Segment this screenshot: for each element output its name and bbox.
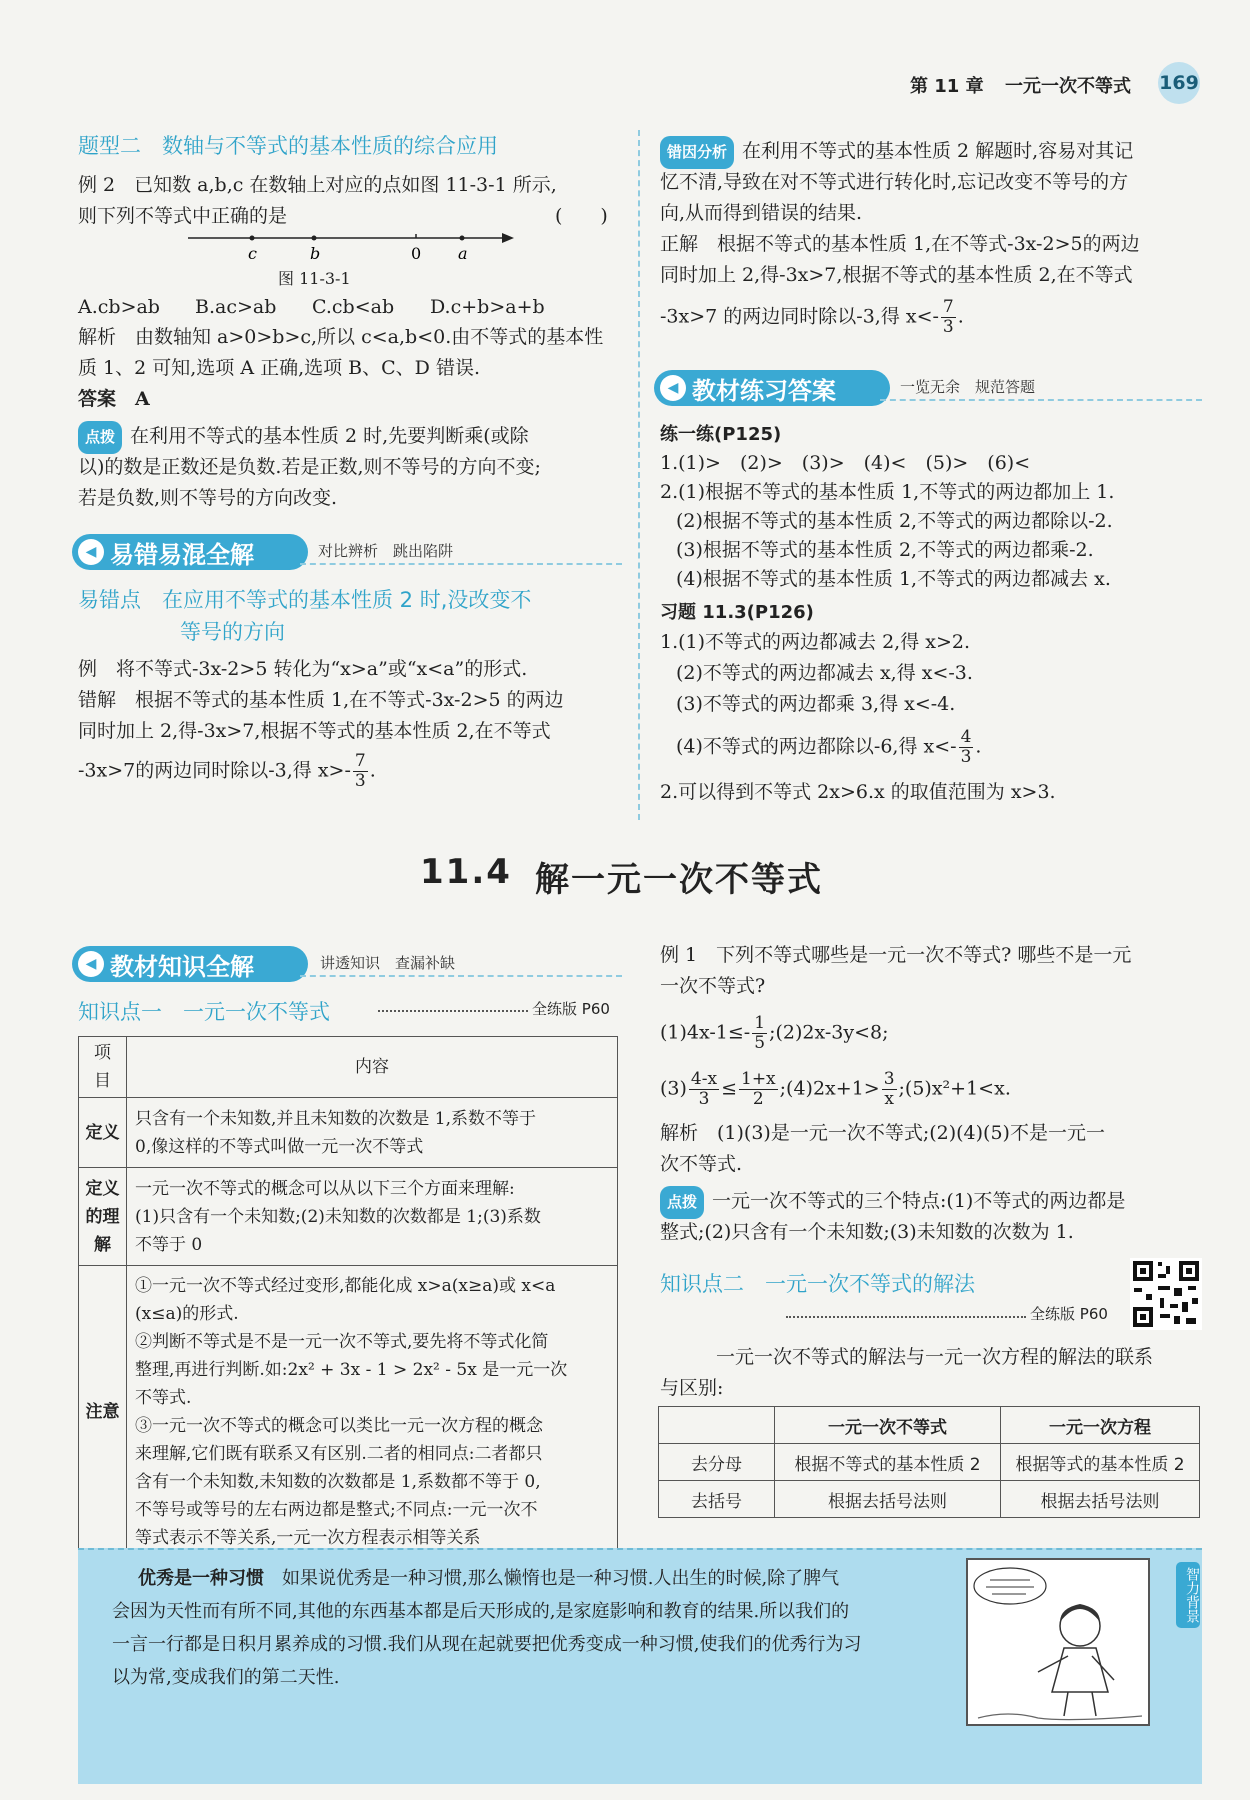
answers-banner-sub: 一览无余 规范答题 bbox=[900, 378, 1036, 396]
exercise-1-4: (4)不等式的两边都除以-6,得 x<- $\frac{4}{3}$ . bbox=[676, 727, 982, 767]
wrong-solution-text3: -3x>7的两边同时除以-3,得 x>- bbox=[78, 759, 351, 782]
label-b: b bbox=[310, 244, 321, 263]
fraction bbox=[353, 752, 368, 791]
analysis-line2: 质 1、2 可知,选项 A 正确,选项 B、C、D 错误. bbox=[78, 357, 480, 379]
cause-line2: 忆不清,导致在对不等式进行转化时,忘记改变不等号的方 bbox=[660, 171, 1129, 193]
knowledge-banner-title: 教材知识全解 bbox=[110, 952, 254, 981]
denominator: 3 bbox=[698, 1089, 710, 1109]
example1-line1: 例 1 下列不等式哪些是一元一次不等式? 哪些不是一元 bbox=[660, 944, 1132, 966]
correct-line2: 同时加上 2,得-3x>7,根据不等式的基本性质 2,在不等式 bbox=[660, 264, 1133, 286]
tip-line3: 若是负数,则不等号的方向改变. bbox=[78, 487, 338, 509]
point2-leader bbox=[786, 1316, 1026, 1318]
cause-text1: 在利用不等式的基本性质 2 解题时,容易对其记 bbox=[742, 140, 1134, 162]
wrong-solution-line3: -3x>7的两边同时除以-3,得 x>- $\frac{7}{3}$ . bbox=[78, 751, 376, 791]
knowledge-banner-sub: 讲透知识 查漏补缺 bbox=[320, 954, 456, 972]
practice-2-4: (4)根据不等式的基本性质 1,不等式的两边都减去 x. bbox=[676, 568, 1111, 590]
numerator: 4-x bbox=[690, 1069, 718, 1089]
practice-2-1: 2.(1)根据不等式的基本性质 1,不等式的两边都加上 1. bbox=[660, 481, 1115, 503]
q5-text: ;(5)x²+1<x. bbox=[898, 1077, 1011, 1100]
q1-text: (1)4x-1≤- bbox=[660, 1021, 751, 1044]
fraction bbox=[882, 1070, 897, 1109]
cause-line1 bbox=[660, 136, 1133, 169]
mistakes-banner bbox=[72, 534, 308, 570]
point-c bbox=[250, 236, 255, 241]
table-row bbox=[79, 1266, 618, 1559]
tip-line2: 以)的数是正数还是负数.若是正数,则不等号的方向不变; bbox=[78, 456, 541, 478]
mistakes-divider bbox=[300, 563, 622, 565]
qr-code-icon bbox=[1130, 1258, 1202, 1330]
q4-text: ;(4)2x+1> bbox=[779, 1077, 880, 1100]
numerator: 1 bbox=[754, 1013, 766, 1033]
row-line: 不等号或等号的左右两边都是整式;不同点:一元一次不 bbox=[135, 1500, 538, 1520]
tip-text1: 在利用不等式的基本性质 2 时,先要判断乘(或除 bbox=[130, 425, 529, 447]
point2-intro2: 与区别: bbox=[660, 1377, 724, 1399]
row-content bbox=[127, 1266, 618, 1559]
point1-ref: 全练版 P60 bbox=[532, 1000, 610, 1018]
type2-title: 题型二 数轴与不等式的基本性质的综合应用 bbox=[78, 134, 498, 158]
speaker-icon: ◀ bbox=[660, 375, 686, 401]
option-a: A.cb>ab bbox=[78, 296, 160, 318]
row-line: 整理,再进行判断.如:2x² + 3x - 1 > 2x² - 5x 是一元一次 bbox=[135, 1360, 568, 1380]
point2-intro1: 一元一次不等式的解法与一元一次方程的解法的联系 bbox=[716, 1346, 1154, 1368]
compare-cell: 根据去括号法则 bbox=[1001, 1481, 1200, 1518]
column-divider bbox=[638, 130, 640, 820]
option-b: B.ac>ab bbox=[195, 296, 277, 318]
row-content bbox=[127, 1098, 618, 1168]
row-line: 不等式. bbox=[135, 1388, 192, 1408]
fraction bbox=[752, 1014, 767, 1053]
fraction bbox=[689, 1070, 719, 1109]
mistake-example: 例 将不等式-3x-2>5 转化为“x>a”或“x<a”的形式. bbox=[78, 658, 528, 680]
mistakes-banner-title: 易错易混全解 bbox=[110, 540, 254, 569]
header-content: 内容 bbox=[127, 1037, 618, 1098]
section-number: 11.4 bbox=[420, 852, 512, 892]
background-text1: 如果说优秀是一种习惯,那么懒惰也是一种习惯.人出生的时候,除了脾气 bbox=[282, 1568, 840, 1589]
label-c: c bbox=[248, 244, 257, 263]
row-line: 一元一次不等式的概念可以从以下三个方面来理解: bbox=[135, 1178, 515, 1199]
table-row bbox=[79, 1168, 618, 1266]
exercise-1-1: 1.(1)不等式的两边都减去 2,得 x>2. bbox=[660, 631, 971, 653]
mistakes-banner-sub: 对比辨析 跳出陷阱 bbox=[318, 542, 454, 560]
background-text bbox=[112, 1562, 952, 1694]
answer-line: 答案 A bbox=[78, 388, 150, 410]
background-title: 优秀是一种习惯 bbox=[138, 1568, 264, 1589]
exercise-1-4-text: (4)不等式的两边都除以-6,得 x<- bbox=[676, 735, 957, 758]
practice-title: 练一练(P125) bbox=[660, 424, 782, 445]
example1-analysis1: 解析 (1)(3)是一元一次不等式;(2)(4)(5)不是一元一 bbox=[660, 1122, 1105, 1144]
point2-title: 知识点二 一元一次不等式的解法 bbox=[660, 1272, 975, 1296]
q3-le: ≤ bbox=[721, 1077, 737, 1100]
row-line: 含有一个未知数,未知数的次数都是 1,系数都不等于 0, bbox=[135, 1472, 541, 1492]
answers-banner bbox=[654, 370, 890, 406]
table-header-row bbox=[79, 1037, 618, 1098]
row-line: 等式表示不等关系,一元一次方程表示相等关系 bbox=[135, 1528, 481, 1548]
compare-head-inequality: 一元一次不等式 bbox=[775, 1407, 1001, 1444]
correct-line1: 正解 根据不等式的基本性质 1,在不等式-3x-2>5的两边 bbox=[660, 233, 1140, 255]
example1-tip2: 整式;(2)只含有一个未知数;(3)未知数的次数为 1. bbox=[660, 1221, 1074, 1243]
example2-paren: ( ) bbox=[555, 205, 608, 227]
example2-line1: 例 2 已知数 a,b,c 在数轴上对应的点如图 11-3-1 所示, bbox=[78, 174, 557, 196]
compare-cell: 根据等式的基本性质 2 bbox=[1001, 1444, 1200, 1481]
chapter-label: 第 11 章 bbox=[910, 76, 984, 97]
row-head: 注意 bbox=[79, 1266, 127, 1559]
analysis-line1: 解析 由数轴知 a>0>b>c,所以 c<a,b<0.由不等式的基本性 bbox=[78, 326, 604, 348]
knowledge-table bbox=[78, 1036, 618, 1559]
point2-ref: 全练版 P60 bbox=[1030, 1305, 1108, 1323]
page-number: 169 bbox=[1158, 62, 1200, 104]
answers-banner-title: 教材练习答案 bbox=[692, 376, 836, 405]
numerator: 3 bbox=[883, 1069, 895, 1089]
side-tag: 智力背景 bbox=[1176, 1562, 1200, 1628]
numerator: 1+x bbox=[741, 1069, 776, 1089]
numerator: 7 bbox=[942, 297, 954, 317]
numerator: 4 bbox=[960, 727, 972, 747]
option-d: D.c+b>a+b bbox=[430, 296, 545, 318]
compare-table bbox=[658, 1406, 1200, 1518]
option-c: C.cb<ab bbox=[312, 296, 395, 318]
compare-header-row bbox=[659, 1407, 1200, 1444]
practice-1: 1.(1)> (2)> (3)> (4)< (5)> (6)< bbox=[660, 452, 1031, 474]
example1-tip1 bbox=[660, 1186, 1125, 1219]
row-line: (1)只含有一个未知数;(2)未知数的次数都是 1;(3)系数 bbox=[135, 1206, 541, 1227]
example1-line2: 一次不等式? bbox=[660, 975, 766, 997]
cartoon-girl-illustration bbox=[966, 1558, 1150, 1726]
cause-tag: 错因分析 bbox=[660, 136, 734, 169]
exercise-title: 习题 11.3(P126) bbox=[660, 602, 814, 623]
table-row bbox=[79, 1098, 618, 1168]
numerator: 7 bbox=[354, 751, 366, 771]
row-line: ③一元一次不等式的概念可以类比一元一次方程的概念 bbox=[135, 1416, 543, 1436]
fraction bbox=[959, 728, 974, 767]
speaker-icon: ◀ bbox=[78, 539, 104, 565]
point-a bbox=[460, 236, 465, 241]
mistake-point-title1: 易错点 在应用不等式的基本性质 2 时,没改变不 bbox=[78, 588, 532, 612]
speaker-icon: ◀ bbox=[78, 951, 104, 977]
row-line: ②判断不等式是不是一元一次不等式,要先将不等式化简 bbox=[135, 1332, 549, 1352]
row-line: 0,像这样的不等式叫做一元一次不等式 bbox=[135, 1136, 424, 1157]
row-line: 只含有一个未知数,并且未知数的次数是 1,系数不等于 bbox=[135, 1108, 537, 1129]
example2-line2: 则下列不等式中正确的是 bbox=[78, 205, 288, 227]
correct-line3: -3x>7 的两边同时除以-3,得 x<- $\frac{7}{3}$ . bbox=[660, 297, 964, 337]
tip-line1 bbox=[78, 421, 529, 454]
table-row bbox=[659, 1481, 1200, 1518]
q1-rest: ;(2)2x-3y<8; bbox=[769, 1021, 889, 1044]
figure-caption: 图 11-3-1 bbox=[278, 269, 351, 288]
knowledge-divider bbox=[300, 975, 622, 977]
fraction bbox=[941, 298, 956, 337]
exercise-2: 2.可以得到不等式 2x>6.x 的取值范围为 x>3. bbox=[660, 781, 1056, 803]
compare-cell: 去分母 bbox=[659, 1444, 775, 1481]
practice-2-2: (2)根据不等式的基本性质 2,不等式的两边都除以-2. bbox=[676, 510, 1113, 532]
row-line: 不等于 0 bbox=[135, 1234, 203, 1255]
compare-cell: 去括号 bbox=[659, 1481, 775, 1518]
point1-leader bbox=[378, 1010, 528, 1012]
section-title: 解一元一次不等式 bbox=[535, 860, 823, 900]
point-b bbox=[312, 236, 317, 241]
denominator: 2 bbox=[752, 1089, 764, 1109]
fraction bbox=[739, 1070, 778, 1109]
cause-line3: 向,从而得到错误的结果. bbox=[660, 202, 863, 224]
background-line4: 以为常,变成我们的第二天性. bbox=[112, 1667, 340, 1688]
q3-text: (3) bbox=[660, 1077, 687, 1100]
compare-head-equation: 一元一次方程 bbox=[1001, 1407, 1200, 1444]
mistake-point-title2: 等号的方向 bbox=[180, 620, 285, 644]
example1-analysis2: 次不等式. bbox=[660, 1153, 743, 1175]
number-line-figure bbox=[180, 226, 520, 266]
row-content bbox=[127, 1168, 618, 1266]
background-line2: 会因为天性而有所不同,其他的东西基本都是后天形成的,是家庭影响和教育的结果.所以我们的 bbox=[112, 1601, 850, 1622]
compare-cell: 根据不等式的基本性质 2 bbox=[775, 1444, 1001, 1481]
tip-tag: 点拨 bbox=[660, 1186, 704, 1219]
exercise-1-2: (2)不等式的两边都减去 x,得 x<-3. bbox=[676, 662, 973, 684]
practice-2-3: (3)根据不等式的基本性质 2,不等式的两边都乘-2. bbox=[676, 539, 1094, 561]
background-line3: 一言一行都是日积月累养成的习惯.我们从现在起就要把优秀变成一种习惯,使我们的优秀行为习 bbox=[112, 1634, 862, 1655]
denominator: 3 bbox=[942, 317, 954, 337]
example1-q3 bbox=[660, 1070, 1011, 1109]
denominator: 5 bbox=[754, 1033, 766, 1053]
row-head: 定义的理解 bbox=[79, 1168, 127, 1266]
tip-tag: 点拨 bbox=[78, 421, 122, 454]
correct-text3: -3x>7 的两边同时除以-3,得 x<- bbox=[660, 305, 939, 328]
number-line-arrow-icon bbox=[502, 233, 514, 243]
point1-title: 知识点一 一元一次不等式 bbox=[78, 1000, 330, 1024]
row-head: 定义 bbox=[79, 1098, 127, 1168]
label-zero: 0 bbox=[411, 244, 422, 263]
background-line1 bbox=[112, 1562, 952, 1595]
compare-corner bbox=[659, 1407, 775, 1444]
exercise-1-3: (3)不等式的两边都乘 3,得 x<-4. bbox=[676, 693, 956, 715]
header-item: 项目 bbox=[79, 1037, 127, 1098]
denominator: 3 bbox=[960, 747, 972, 767]
denominator: x bbox=[884, 1089, 894, 1109]
denominator: 3 bbox=[354, 771, 366, 791]
table-row bbox=[659, 1444, 1200, 1481]
row-line: ①一元一次不等式经过变形,都能化成 x>a(x≥a)或 x<a bbox=[135, 1276, 556, 1296]
wrong-solution-line2: 同时加上 2,得-3x>7,根据不等式的基本性质 2,在不等式 bbox=[78, 720, 551, 742]
knowledge-banner bbox=[72, 946, 308, 982]
tip-text1: 一元一次不等式的三个特点:(1)不等式的两边都是 bbox=[712, 1190, 1126, 1212]
row-line: (x≤a)的形式. bbox=[135, 1304, 239, 1324]
compare-cell: 根据去括号法则 bbox=[775, 1481, 1001, 1518]
row-line: 来理解,它们既有联系又有区别.二者的相同点:二者都只 bbox=[135, 1444, 543, 1464]
example1-q1 bbox=[660, 1014, 889, 1053]
chapter-title: 一元一次不等式 bbox=[1005, 76, 1131, 97]
wrong-solution-line1: 错解 根据不等式的基本性质 1,在不等式-3x-2>5 的两边 bbox=[78, 689, 564, 711]
label-a: a bbox=[458, 244, 468, 263]
answers-divider bbox=[880, 399, 1202, 401]
